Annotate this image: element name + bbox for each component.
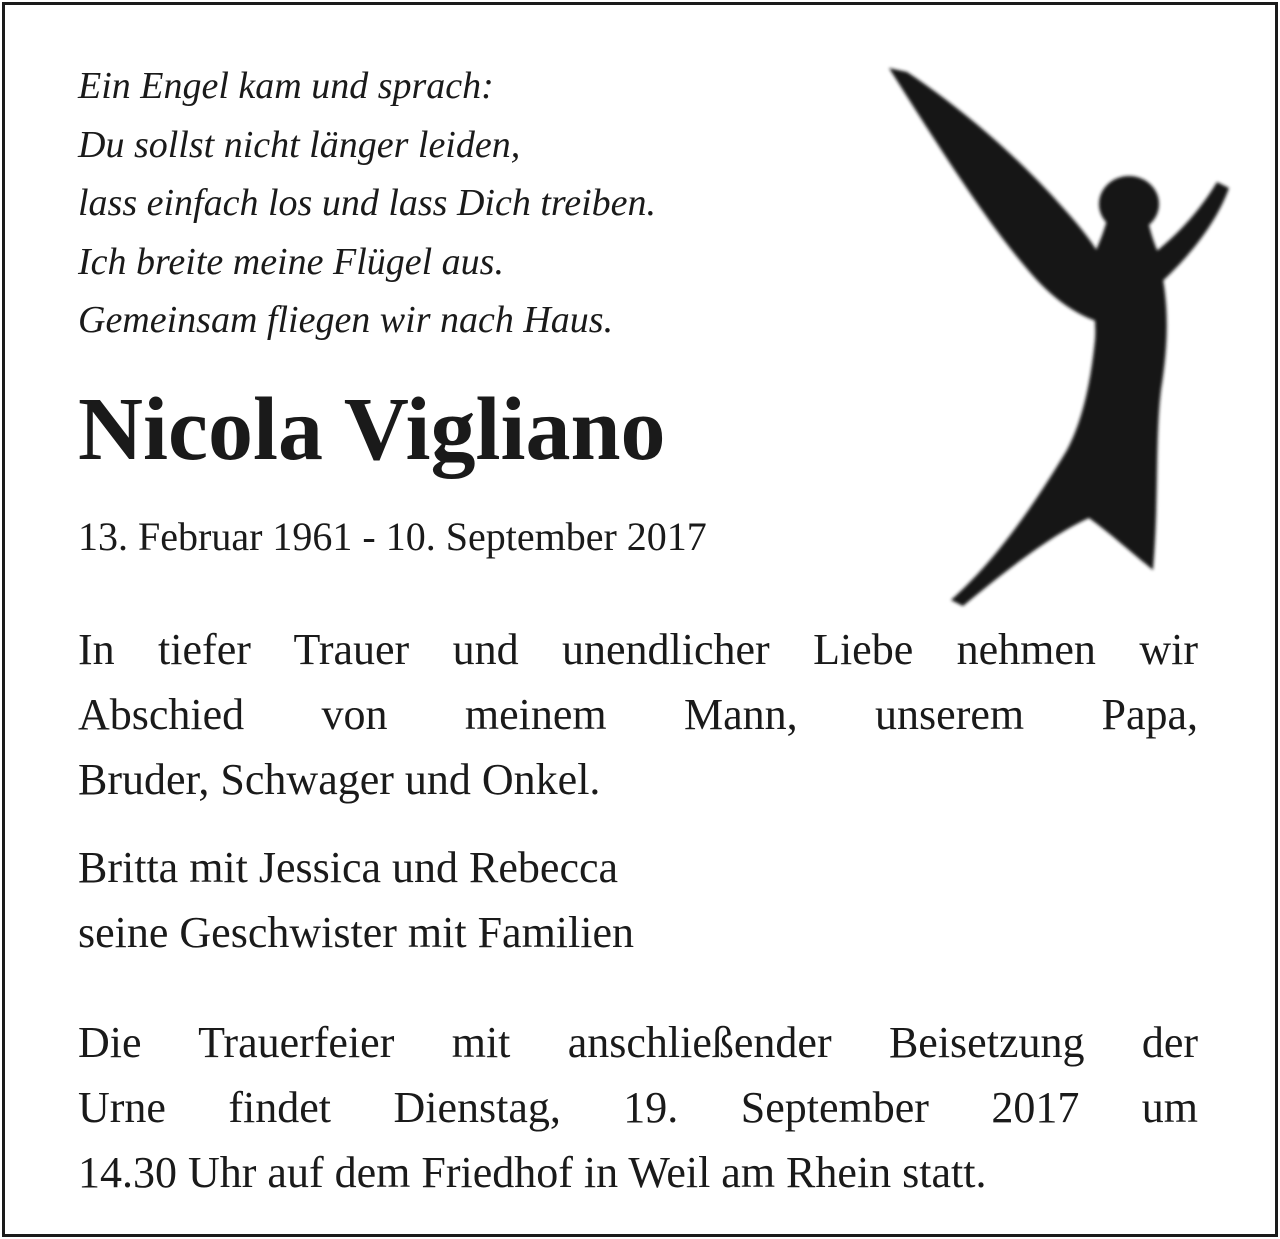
funeral-service-text xyxy=(78,1010,1198,1205)
mourning-line: In tiefer Trauer und unendlicher Liebe nehmen wir xyxy=(78,625,1198,674)
verse-line: Gemeinsam fliegen wir nach Haus. xyxy=(78,299,614,341)
verse-line: Ein Engel kam und sprach: xyxy=(78,65,494,107)
service-line: Urne findet Dienstag, 19. September 2017 um xyxy=(78,1083,1198,1132)
verse-line: Du sollst nicht länger leiden, xyxy=(78,123,521,166)
family-signatories xyxy=(78,835,1198,965)
deceased-name: Nicola Vigliano xyxy=(78,380,666,479)
mourning-line: Abschied von meinem Mann, unserem Papa, xyxy=(78,690,1198,739)
family-line: seine Geschwister mit Familien xyxy=(78,908,634,957)
life-dates: 13. Februar 1961 - 10. September 2017 xyxy=(78,514,707,559)
family-line: Britta mit Jessica und Rebecca xyxy=(78,843,619,892)
angel-silhouette-icon xyxy=(877,60,1237,620)
service-line: 14.30 Uhr auf dem Friedhof in Weil am Rhein statt. xyxy=(78,1148,987,1197)
mourning-text xyxy=(78,617,1198,812)
obituary-notice xyxy=(2,2,1278,1237)
poem-verse xyxy=(78,57,656,350)
mourning-line: Bruder, Schwager und Onkel. xyxy=(78,755,601,804)
service-line: Die Trauerfeier mit anschließender Beisetzung der xyxy=(78,1018,1198,1067)
verse-line: Ich breite meine Flügel aus. xyxy=(78,240,504,283)
verse-line: lass einfach los und lass Dich treiben. xyxy=(78,182,657,224)
